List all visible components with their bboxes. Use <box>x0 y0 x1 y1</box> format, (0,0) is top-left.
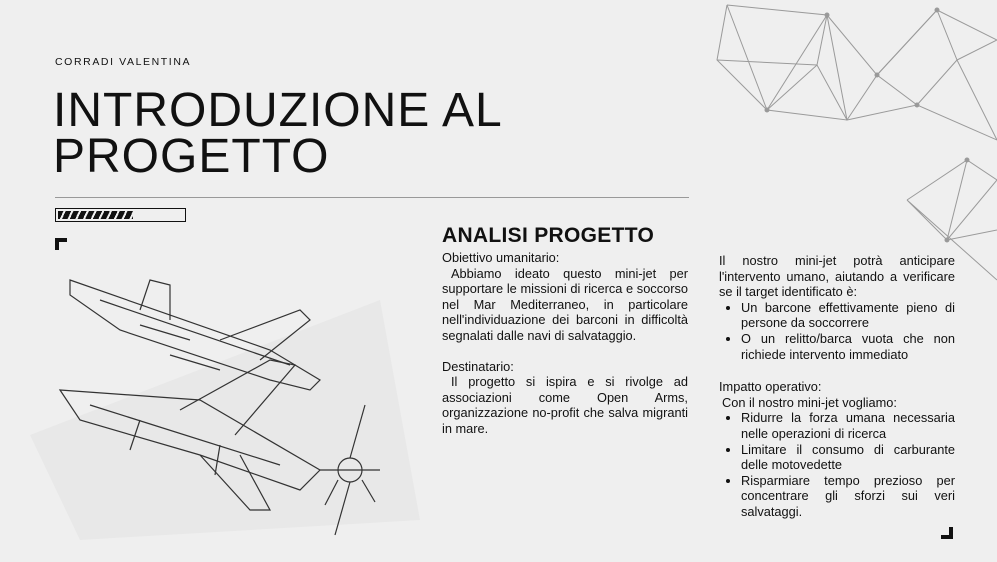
target-impact-column <box>719 253 955 520</box>
objective-label: Obiettivo umanitario: <box>442 250 560 265</box>
author-name: CORRADI VALENTINA <box>55 56 192 68</box>
list-item: • Un barcone effettivamente pieno di persone da soccorrere <box>741 300 955 331</box>
impact-label: Impatto operativo: <box>719 379 822 395</box>
impact-intro: Con il nostro mini-jet vogliamo: <box>722 394 897 410</box>
section-heading: ANALISI PROGETTO <box>442 224 655 247</box>
target-list <box>719 300 955 362</box>
analysis-column <box>442 224 688 437</box>
list-item: • Risparmiare tempo prezioso per concentrare gli sforzi sui veri salvataggi. <box>741 473 955 520</box>
recipient-text: Il progetto si ispira e si rivolge ad associazioni come Open Arms, organizzazione no-profit che salva migranti in mare. <box>442 374 688 436</box>
list-item: • O un relitto/barca vuota che non richiede intervento immediato <box>741 331 955 362</box>
recipient-label: Destinatario: <box>442 358 514 374</box>
divider <box>55 197 689 198</box>
target-intro: Il nostro mini-jet potrà anticipare l'intervento umano, aiutando a verificare se il target identificato è: <box>719 253 955 300</box>
list-item: • Ridurre la forza umana necessaria nelle operazioni di ricerca <box>741 410 955 441</box>
corner-bracket-icon <box>941 527 953 539</box>
objective-text: Abbiamo ideato questo mini-jet per supportare le missioni di ricerca e soccorso nel Mar Mediterraneo, in particolare nell'individuazione dei barconi in difficoltà segnalati dalle navi di salvataggio. <box>442 265 688 343</box>
impact-list <box>719 410 955 519</box>
jet-blueprint-image <box>20 240 420 540</box>
list-item: • Limitare il consumo di carburante delle motovedette <box>741 442 955 473</box>
progress-bar <box>55 208 186 222</box>
progress-bar-fill <box>58 211 133 219</box>
slide-title: INTRODUZIONE AL PROGETTO <box>53 84 501 183</box>
